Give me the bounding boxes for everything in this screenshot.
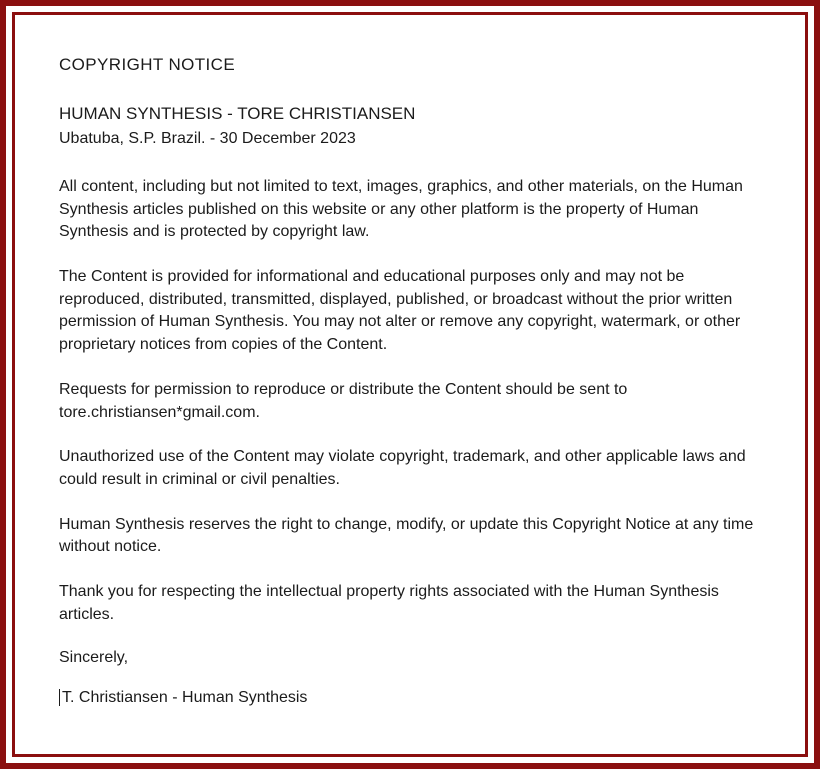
- signature-text: T. Christiansen - Human Synthesis: [62, 688, 308, 706]
- page-title: COPYRIGHT NOTICE: [59, 55, 236, 74]
- paragraph-6: Thank you for respecting the intellectual property rights associated with the Human Synthesis articles.: [59, 583, 719, 623]
- text-cursor-icon: [59, 689, 60, 706]
- sign-off: Sincerely,: [59, 648, 129, 666]
- signature-line: [59, 689, 761, 707]
- paragraph-5: Human Synthesis reserves the right to change, modify, or update this Copyright Notice at any time without notice.: [59, 515, 754, 556]
- paragraph-2: The Content is provided for informational and educational purposes only and may not be reproduced, distributed, transmitted, displayed, published, or broadcast without the prior written permission of Human Synthesis. You may not alter or remove any copyright, watermark, or other proprietary notices from copies of the Content.: [59, 267, 741, 354]
- paragraph-4: Unauthorized use of the Content may violate copyright, trademark, and other applicable laws and could result in criminal or civil penalties.: [59, 448, 746, 489]
- paragraph-1: All content, including but not limited to text, images, graphics, and other materials, on the Human Synthesis articles published on this website or any other platform is the property of Human Synthesis and is protected by copyright law.: [59, 177, 743, 241]
- author-line: HUMAN SYNTHESIS - TORE CHRISTIANSEN: [59, 104, 416, 123]
- document-body: [12, 12, 808, 757]
- paragraph-3: Requests for permission to reproduce or distribute the Content should be sent to tore.christiansen*gmail.com.: [59, 380, 628, 421]
- place-date-line: Ubatuba, S.P. Brazil. - 30 December 2023: [59, 129, 356, 147]
